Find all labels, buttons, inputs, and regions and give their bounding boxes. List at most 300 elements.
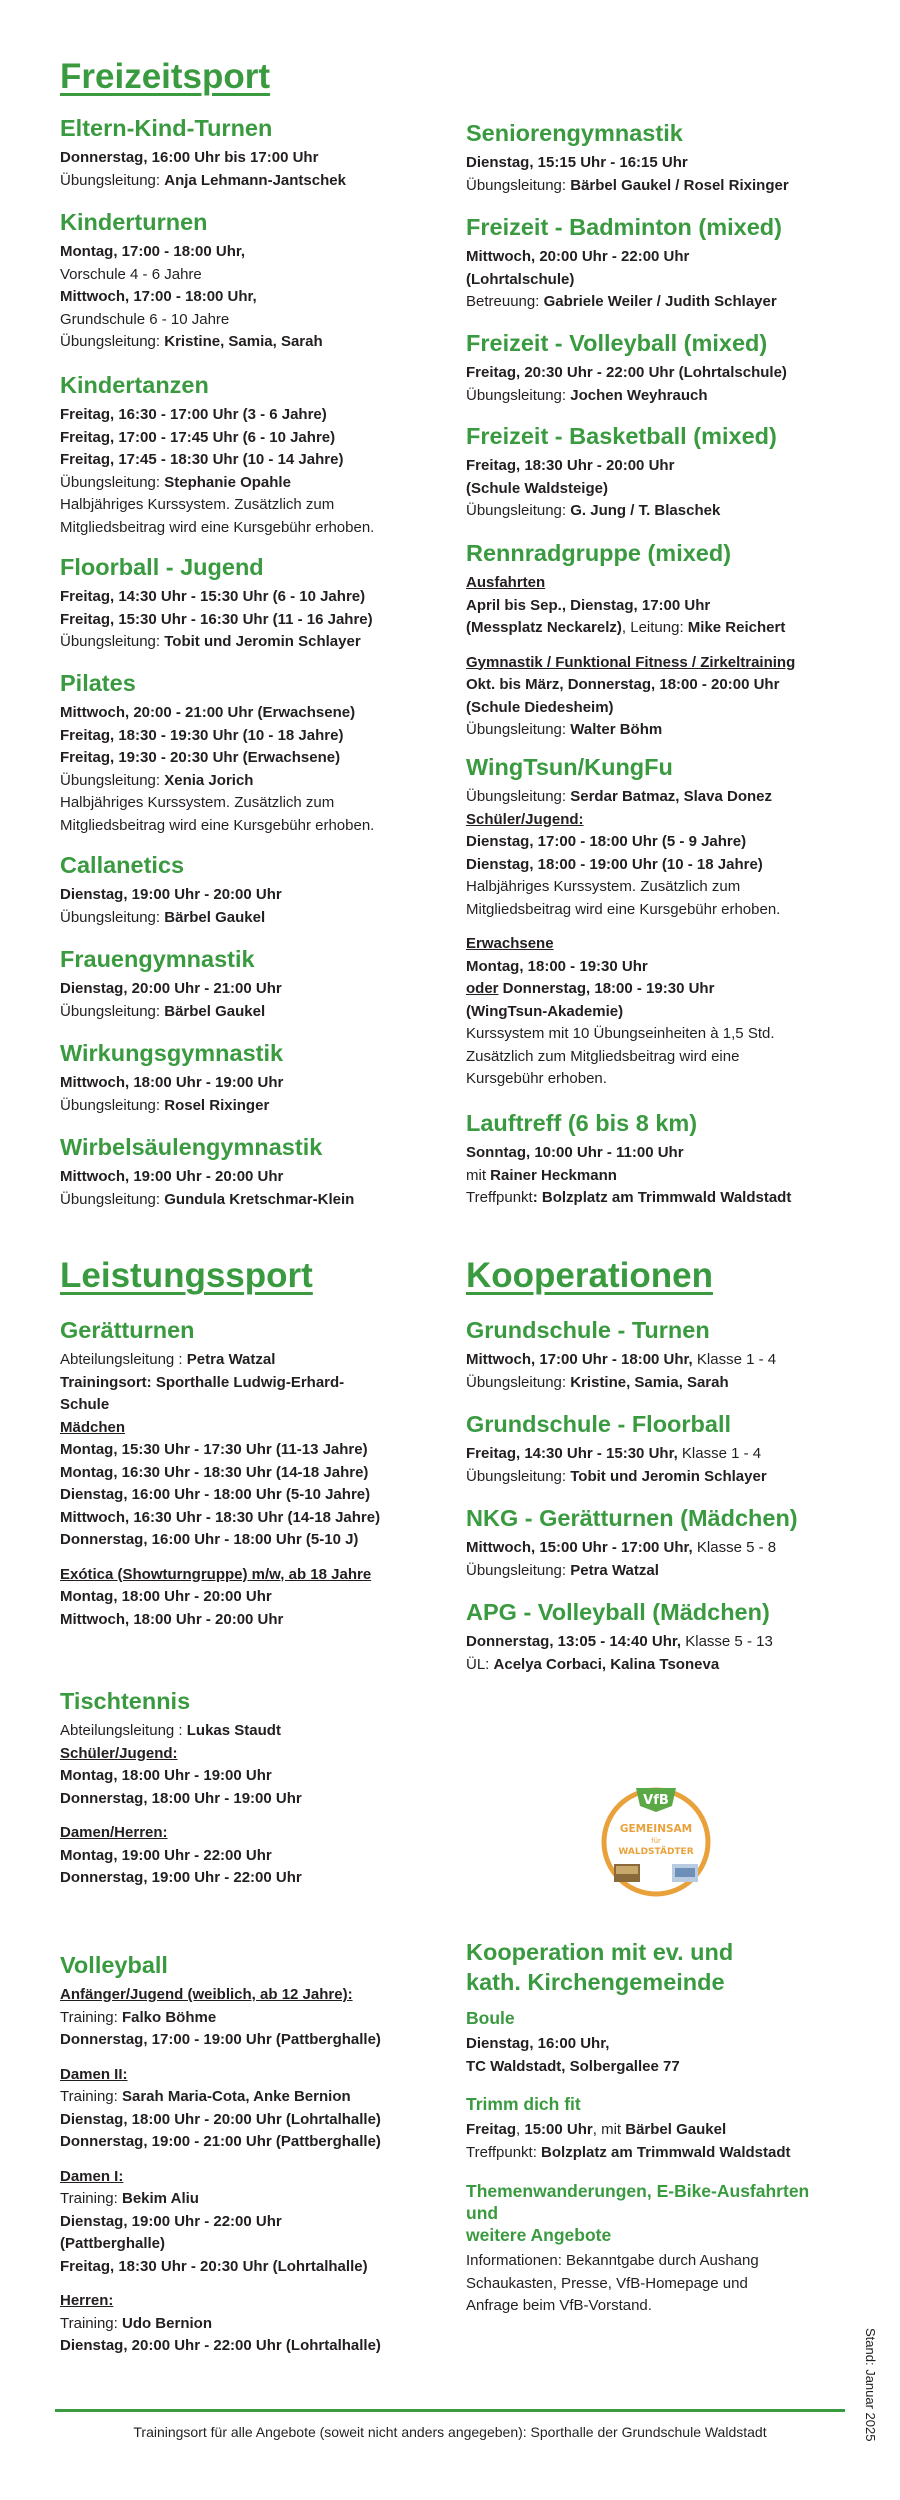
text: Halbjähriges Kurssystem. Zusätzlich zum [60, 496, 335, 513]
section-title: Frauengymnastik [60, 946, 255, 972]
bold-text: Stephanie Opahle [164, 473, 291, 491]
text: Halbjähriges Kurssystem. Zusätzlich zum [60, 794, 335, 811]
text: Übungsleitung: [466, 1373, 571, 1391]
schedule-line [60, 2335, 440, 2358]
schedule-line [60, 2086, 440, 2109]
text: Zusätzlich zum Mitgliedsbeitrag wird eine [466, 1047, 740, 1065]
schedule-line [60, 1166, 440, 1189]
text: Halbjähriges Kurssystem. Zusätzlich zum [466, 878, 741, 895]
bold-text: Kristine, Samia, Sarah [570, 1373, 729, 1391]
text: Kurssystem mit 10 Übungseinheiten à 1,5 Std. [466, 1025, 775, 1042]
bold-text: Bärbel Gaukel [625, 2121, 727, 2138]
text: Übungsleitung: [60, 1096, 165, 1114]
kirche-heading-line-2: kath. Kirchengemeinde [466, 1969, 725, 1995]
bold-text: Montag, 15:30 Uhr - 17:30 Uhr (11-13 Jahre) [60, 1441, 368, 1458]
bold-text: Donnerstag, 16:00 Uhr - 18:00 Uhr (5-10 J) [60, 1531, 359, 1548]
schedule-line [60, 2109, 440, 2132]
text: Klasse 1 - 4 [692, 1351, 777, 1368]
section-title: Wirbelsäulengymnastik [60, 1134, 323, 1160]
section-grundschule-turnen [466, 1315, 866, 1394]
section-title: Kindertanzen [60, 372, 209, 398]
footer-divider [55, 2409, 845, 2412]
schedule-line [466, 1142, 866, 1165]
bold-text: Mittwoch, 20:00 - 21:00 Uhr (Erwachsene) [60, 704, 356, 721]
section-title: Boule [466, 2008, 515, 2028]
schedule-line [466, 246, 866, 269]
bold-text: Gabriele Weiler / Judith Schlayer [543, 293, 777, 310]
text: Informationen: Bekanntgabe durch Aushang [466, 2252, 759, 2269]
schedule-line [466, 933, 866, 956]
section-title-line: und [466, 2203, 499, 2223]
schedule-line [60, 1439, 440, 1462]
stand-date: Stand: Januar 2025 [863, 2328, 878, 2442]
schedule-line [466, 1001, 866, 1024]
section-title: Lauftreff (6 bis 8 km) [466, 1110, 698, 1136]
schedule-line [60, 725, 440, 748]
text: Klasse 1 - 4 [677, 1445, 762, 1462]
section-title: Grundschule - Floorball [466, 1411, 732, 1437]
spacer [60, 1552, 440, 1564]
text: Training: [60, 2088, 122, 2105]
text: Abteilungsleitung : [60, 1722, 187, 1739]
schedule-line [60, 1788, 440, 1811]
bold-text: Dienstag, 19:00 Uhr - 20:00 Uhr [60, 886, 282, 903]
section-title: Pilates [60, 670, 136, 696]
schedule-line [466, 786, 866, 809]
bold-text: Montag, 18:00 Uhr - 20:00 Uhr [60, 1588, 272, 1605]
bold-text: Dienstag, 19:00 Uhr - 22:00 Uhr [60, 2212, 282, 2230]
schedule-line [466, 478, 866, 501]
schedule-line [60, 884, 440, 907]
subheading-text: Anfänger/Jugend (weiblich, ab 12 Jahre): [60, 1986, 353, 2003]
section-kindertanzen [60, 370, 440, 539]
text: Training: [60, 2190, 122, 2207]
section-title: Volleyball [60, 1952, 168, 1978]
bold-text: 15:00 Uhr [524, 2121, 593, 2138]
schedule-line [466, 1537, 866, 1560]
bold-text: (Schule Diedesheim) [466, 698, 614, 716]
schedule-line [466, 2273, 866, 2296]
section-tischtennis [60, 1686, 440, 1890]
text: Übungsleitung: [466, 386, 571, 404]
text: ÜL: [466, 1655, 494, 1673]
section-floorball-jugend [60, 552, 440, 654]
text: Übungsleitung: [60, 633, 165, 650]
bold-text: (Messplatz Neckarelz) [466, 619, 622, 636]
subheading-text: Schüler/Jugend: [466, 810, 584, 828]
bold-text: TC Waldstadt, Solbergallee 77 [466, 2057, 680, 2075]
section-seniorengymnastik [466, 118, 866, 197]
schedule-line [60, 449, 440, 472]
schedule-line [466, 2119, 866, 2142]
schedule-line [466, 2033, 866, 2056]
text: Training: [60, 2008, 122, 2026]
schedule-line [466, 500, 866, 523]
schedule-line [60, 147, 440, 170]
section-rennradgruppe [466, 538, 866, 742]
section-title: Callanetics [60, 852, 185, 878]
vfb-logo-graphic [596, 1772, 716, 1902]
text: Übungsleitung: [466, 176, 571, 194]
schedule-line [60, 586, 440, 609]
bold-text: Freitag, 19:30 - 20:30 Uhr (Erwachsene) [60, 749, 341, 766]
bold-text: G. Jung / T. Blaschek [570, 502, 721, 519]
bold-text: Donnerstag, 19:00 - 21:00 Uhr (Pattberghalle) [60, 2133, 381, 2150]
schedule-line [60, 907, 440, 930]
schedule-line [466, 1372, 866, 1395]
logo-badge-text: VfB [643, 1793, 669, 1808]
text: Betreuung: [466, 293, 544, 310]
section-badminton [466, 212, 866, 314]
schedule-line [466, 572, 866, 595]
bold-text: Mittwoch, 17:00 - 18:00 Uhr, [60, 288, 257, 305]
schedule-line [60, 1095, 440, 1118]
schedule-line [466, 1560, 866, 1583]
footer-note: Trainingsort für alle Angebote (soweit nicht anders angegeben): Sporthalle der Grundschule Waldstadt [133, 2424, 767, 2440]
schedule-line [60, 815, 440, 838]
schedule-line [466, 1654, 866, 1677]
bold-text: Walter Böhm [570, 721, 663, 738]
bold-text: Donnerstag, 13:05 - 14:40 Uhr, [466, 1633, 682, 1650]
text: Kursgebühr erhoben. [466, 1070, 607, 1087]
bold-text: Freitag, 18:30 Uhr - 20:00 Uhr [466, 457, 675, 474]
schedule-line [466, 175, 866, 198]
section-wirkungsgymnastik [60, 1038, 440, 1117]
bold-text: Donnerstag, 18:00 - 19:30 Uhr [498, 980, 715, 997]
text: , [516, 2121, 525, 2138]
schedule-line [60, 2064, 440, 2087]
section-apg-volleyball [466, 1597, 866, 1676]
section-title: WingTsun/KungFu [466, 754, 673, 780]
schedule-line [60, 427, 440, 450]
schedule-line [60, 2256, 440, 2279]
schedule-line [466, 697, 866, 720]
schedule-line [60, 747, 440, 770]
schedule-line [60, 1507, 440, 1530]
schedule-line [466, 2056, 866, 2079]
schedule-line [60, 2211, 440, 2234]
schedule-line [466, 652, 866, 675]
leistungssport-heading: Leistungssport [60, 1256, 313, 1295]
section-title-line: weitere Angebote [466, 2225, 612, 2245]
text: Mitgliedsbeitrag wird eine Kursgebühr erhoben. [60, 518, 375, 536]
bold-text: Dienstag, 18:00 Uhr - 20:00 Uhr (Lohrtalhalle) [60, 2110, 381, 2128]
text: Treffpunkt [466, 1189, 533, 1206]
text: Übungsleitung: [60, 1002, 165, 1020]
section-basketball [466, 421, 866, 523]
subheading-text: Herren: [60, 2292, 114, 2309]
bold-text: (Lohrtalschule) [466, 270, 575, 288]
schedule-line [60, 2166, 440, 2189]
schedule-line [60, 494, 440, 517]
text: Vorschule 4 - 6 Jahre [60, 265, 202, 283]
schedule-line [466, 1187, 866, 1210]
schedule-line [60, 1867, 440, 1890]
schedule-line [466, 1443, 866, 1466]
bold-text: Freitag, 14:30 Uhr - 15:30 Uhr (6 - 10 Jahre) [60, 588, 366, 605]
text: Abteilungsleitung : [60, 1351, 187, 1368]
section-themenwanderungen [466, 2180, 866, 2318]
text: Klasse 5 - 13 [681, 1633, 773, 1650]
schedule-line [60, 1484, 440, 1507]
vfb-logo [596, 1772, 716, 1902]
schedule-line [466, 899, 866, 922]
schedule-line [60, 702, 440, 725]
section-title: Kinderturnen [60, 209, 208, 235]
schedule-line [60, 1417, 440, 1440]
schedule-line [60, 2290, 440, 2313]
bold-text: Dienstag, 15:15 Uhr - 16:15 Uhr [466, 154, 688, 171]
spacer [60, 1810, 440, 1822]
kooperationen-heading: Kooperationen [466, 1256, 713, 1295]
section-geraetturnen [60, 1315, 440, 1631]
kirche-heading-line-1: Kooperation mit ev. und [466, 1939, 734, 1965]
bold-text: Montag, 18:00 - 19:30 Uhr [466, 957, 648, 975]
bold-text: Lukas Staudt [186, 1722, 281, 1739]
schedule-line [60, 1765, 440, 1788]
subheading-text: Mädchen [60, 1418, 126, 1436]
bold-text: Rosel Rixinger [164, 1096, 270, 1114]
freizeitsport-heading: Freizeitsport [60, 57, 271, 96]
section-title: NKG - Gerätturnen (Mädchen) [466, 1505, 798, 1531]
text: Mitgliedsbeitrag wird eine Kursgebühr erhoben. [60, 816, 375, 834]
bold-text: Montag, 17:00 - 18:00 Uhr, [60, 243, 246, 260]
schedule-line [60, 792, 440, 815]
schedule-line [466, 269, 866, 292]
section-title: Trimm dich fit [466, 2094, 581, 2114]
bold-text: Montag, 19:00 Uhr - 22:00 Uhr [60, 1846, 272, 1864]
schedule-line [466, 854, 866, 877]
section-trimm-dich-fit [466, 2093, 866, 2164]
text: mit [466, 1166, 491, 1184]
bold-text: Bärbel Gaukel / Rosel Rixinger [570, 176, 789, 194]
spacer [60, 2278, 440, 2290]
spacer [60, 2154, 440, 2166]
bold-text: (WingTsun-Akademie) [466, 1002, 624, 1020]
text: Training: [60, 2314, 122, 2332]
subheading-text: oder [466, 980, 499, 997]
section-title: Floorball - Jugend [60, 554, 264, 580]
spacer [60, 2052, 440, 2064]
section-title: APG - Volleyball (Mädchen) [466, 1599, 770, 1625]
bold-text: Donnerstag, 17:00 - 19:00 Uhr (Pattberghalle) [60, 2031, 381, 2048]
section-title: Tischtennis [60, 1688, 191, 1714]
bold-text: Rainer Heckmann [490, 1166, 617, 1184]
schedule-line [60, 264, 440, 287]
logo-text-waldstaedter: WALDSTÄDTER [618, 1847, 694, 1857]
text: Übungsleitung: [466, 1467, 571, 1485]
bold-text: Kristine, Samia, Sarah [164, 333, 323, 350]
section-title: Freizeit - Basketball (mixed) [466, 423, 777, 449]
bold-text: Serdar Batmaz, Slava Donez [570, 788, 772, 805]
schedule-line [60, 1189, 440, 1212]
schedule-line [466, 595, 866, 618]
schedule-line [60, 286, 440, 309]
schedule-line [466, 956, 866, 979]
schedule-line [60, 1072, 440, 1095]
schedule-line [466, 617, 866, 640]
schedule-line [60, 1349, 440, 1372]
schedule-line [60, 1564, 440, 1587]
bold-text: Mittwoch, 19:00 Uhr - 20:00 Uhr [60, 1168, 284, 1185]
schedule-line [466, 291, 866, 314]
spacer [466, 640, 866, 652]
section-title: Seniorengymnastik [466, 120, 683, 146]
section-grundschule-floorball [466, 1409, 866, 1488]
bold-text: Donnerstag, 18:00 Uhr - 19:00 Uhr [60, 1789, 302, 1807]
bold-text: Bekim Aliu [121, 2190, 199, 2207]
bold-text: Freitag, 17:00 - 17:45 Uhr (6 - 10 Jahre) [60, 428, 336, 446]
schedule-line [466, 1466, 866, 1489]
section-title-line: Themenwanderungen, E-Bike-Ausfahrten [466, 2181, 810, 2201]
section-nkg-geraetturnen [466, 1503, 866, 1582]
schedule-line [466, 385, 866, 408]
schedule-line [60, 1529, 440, 1552]
schedule-line [60, 2233, 440, 2256]
section-title: Grundschule - Turnen [466, 1317, 710, 1343]
schedule-line [466, 1165, 866, 1188]
bold-text: Mittwoch, 15:00 Uhr - 17:00 Uhr, [466, 1539, 693, 1556]
schedule-line [60, 404, 440, 427]
section-title: Rennradgruppe (mixed) [466, 540, 732, 566]
text: Übungsleitung: [466, 721, 571, 738]
bold-text: Okt. bis März, Donnerstag, 18:00 - 20:00 Uhr [466, 676, 780, 693]
section-title: Wirkungsgymnastik [60, 1040, 284, 1066]
section-eltern-kind-turnen [60, 113, 440, 192]
text: Übungsleitung: [466, 502, 571, 519]
schedule-line [60, 2007, 440, 2030]
section-callanetics [60, 850, 440, 929]
schedule-line [60, 1743, 440, 1766]
text: Übungsleitung: [60, 473, 165, 491]
text: Anfrage beim VfB-Vorstand. [466, 2297, 652, 2314]
bold-text: Dienstag, 20:00 Uhr - 21:00 Uhr [60, 980, 282, 997]
subheading-text: Erwachsene [466, 935, 554, 952]
schedule-line [60, 978, 440, 1001]
bold-text: Dienstag, 18:00 - 19:00 Uhr (10 - 18 Jahre) [466, 855, 763, 873]
bold-text: Tobit und Jeromin Schlayer [164, 633, 361, 650]
bold-text: Freitag [466, 2121, 517, 2138]
section-frauengymnastik [60, 944, 440, 1023]
section-pilates [60, 668, 440, 837]
schedule-line [60, 472, 440, 495]
schedule-line [60, 609, 440, 632]
text: Übungsleitung: [60, 1190, 165, 1208]
text: Treffpunkt: [466, 2143, 542, 2161]
bold-text: Mittwoch, 16:30 Uhr - 18:30 Uhr (14-18 Jahre) [60, 1508, 381, 1526]
bold-text: Dienstag, 16:00 Uhr - 18:00 Uhr (5-10 Jahre) [60, 1486, 371, 1503]
text: Grundschule 6 - 10 Jahre [60, 310, 230, 328]
schedule-line [466, 831, 866, 854]
subheading-text: Gymnastik / Funktional Fitness / Zirkeltraining [466, 653, 796, 671]
bold-text: Petra Watzal [570, 1561, 659, 1579]
schedule-line [60, 241, 440, 264]
subheading-text: Exótica (Showturngruppe) m/w, ab 18 Jahre [60, 1565, 372, 1583]
logo-text-gemeinsam: GEMEINSAM [619, 1823, 693, 1835]
schedule-line [466, 2142, 866, 2165]
schedule-line [60, 2029, 440, 2052]
section-title [466, 2180, 866, 2246]
schedule-line [60, 1845, 440, 1868]
schedule-line [466, 1631, 866, 1654]
bold-text: Jochen Weyhrauch [570, 386, 708, 404]
schedule-line [60, 2188, 440, 2211]
spacer [466, 921, 866, 933]
bold-text: Tobit und Jeromin Schlayer [570, 1467, 767, 1485]
text: Klasse 5 - 8 [692, 1539, 777, 1556]
bold-text: Trainingsort: Sporthalle Ludwig-Erhard- [60, 1373, 345, 1391]
bold-text: Dienstag, 17:00 - 18:00 Uhr (5 - 9 Jahre) [466, 833, 747, 850]
schedule-line [466, 1023, 866, 1046]
text: Übungsleitung: [60, 908, 165, 926]
schedule-line [60, 2131, 440, 2154]
bold-text: Freitag, 15:30 Uhr - 16:30 Uhr (11 - 16 Jahre) [60, 610, 373, 628]
schedule-line [60, 1609, 440, 1632]
schedule-line [60, 1462, 440, 1485]
schedule-line [466, 1068, 866, 1091]
schedule-line [466, 719, 866, 742]
text: , mit [592, 2121, 626, 2138]
bold-text: (Schule Waldsteige) [466, 479, 608, 497]
bold-text: Donnerstag, 16:00 Uhr bis 17:00 Uhr [60, 149, 319, 166]
schedule-line [60, 331, 440, 354]
schedule-line [60, 1822, 440, 1845]
bold-text: Anja Lehmann-Jantschek [164, 171, 346, 189]
bold-text: Mittwoch, 18:00 Uhr - 19:00 Uhr [60, 1074, 284, 1091]
schedule-line [466, 1349, 866, 1372]
subheading-text: Damen I: [60, 2167, 124, 2185]
text: Übungsleitung: [466, 788, 571, 805]
schedule-line [466, 809, 866, 832]
logo-text-fuer: für [651, 1837, 661, 1845]
text: Übungsleitung: [60, 771, 165, 789]
schedule-line [466, 978, 866, 1001]
bold-text: Dienstag, 16:00 Uhr, [466, 2035, 610, 2052]
schedule-line [60, 1984, 440, 2007]
section-kinderturnen [60, 207, 440, 354]
bold-text: Freitag, 18:30 - 19:30 Uhr (10 - 18 Jahre) [60, 726, 344, 744]
subheading-text: Ausfahrten [466, 574, 546, 591]
schedule-line [60, 2313, 440, 2336]
section-title: Eltern-Kind-Turnen [60, 115, 273, 141]
text: Mitgliedsbeitrag wird eine Kursgebühr erhoben. [466, 900, 781, 918]
schedule-line [466, 1046, 866, 1069]
bold-text: : Bolzplatz am Trimmwald Waldstadt [532, 1189, 792, 1206]
bold-text: Mittwoch, 20:00 Uhr - 22:00 Uhr [466, 248, 690, 265]
bold-text: Freitag, 16:30 - 17:00 Uhr (3 - 6 Jahre) [60, 406, 327, 423]
schedule-line [60, 1372, 440, 1395]
subheading-text: Schüler/Jugend: [60, 1744, 178, 1762]
bold-text: Mittwoch, 17:00 Uhr - 18:00 Uhr, [466, 1351, 693, 1368]
bold-text: Schule [60, 1396, 110, 1413]
schedule-line [466, 876, 866, 899]
schedule-line [466, 2250, 866, 2273]
section-volleyball [60, 1950, 440, 2358]
schedule-line [60, 517, 440, 540]
section-wirbelsaeulengymnastik [60, 1132, 440, 1211]
bold-text: Mittwoch, 18:00 Uhr - 20:00 Uhr [60, 1610, 284, 1628]
bold-text: Freitag, 20:30 Uhr - 22:00 Uhr (Lohrtalschule) [466, 364, 787, 381]
bold-text: Bolzplatz am Trimmwald Waldstadt [541, 2143, 791, 2161]
text: , Leitung: [621, 619, 688, 636]
bold-text: Montag, 16:30 Uhr - 18:30 Uhr (14-18 Jahre) [60, 1463, 369, 1481]
bold-text: Falko Böhme [121, 2008, 217, 2026]
subheading-text: Damen II: [60, 2065, 128, 2083]
bold-text: Sarah Maria-Cota, Anke Bernion [121, 2088, 351, 2105]
section-kirchengemeinde [466, 1937, 866, 1997]
bold-text: Gundula Kretschmar-Klein [164, 1190, 355, 1208]
bold-text: Bärbel Gaukel [164, 1002, 266, 1020]
